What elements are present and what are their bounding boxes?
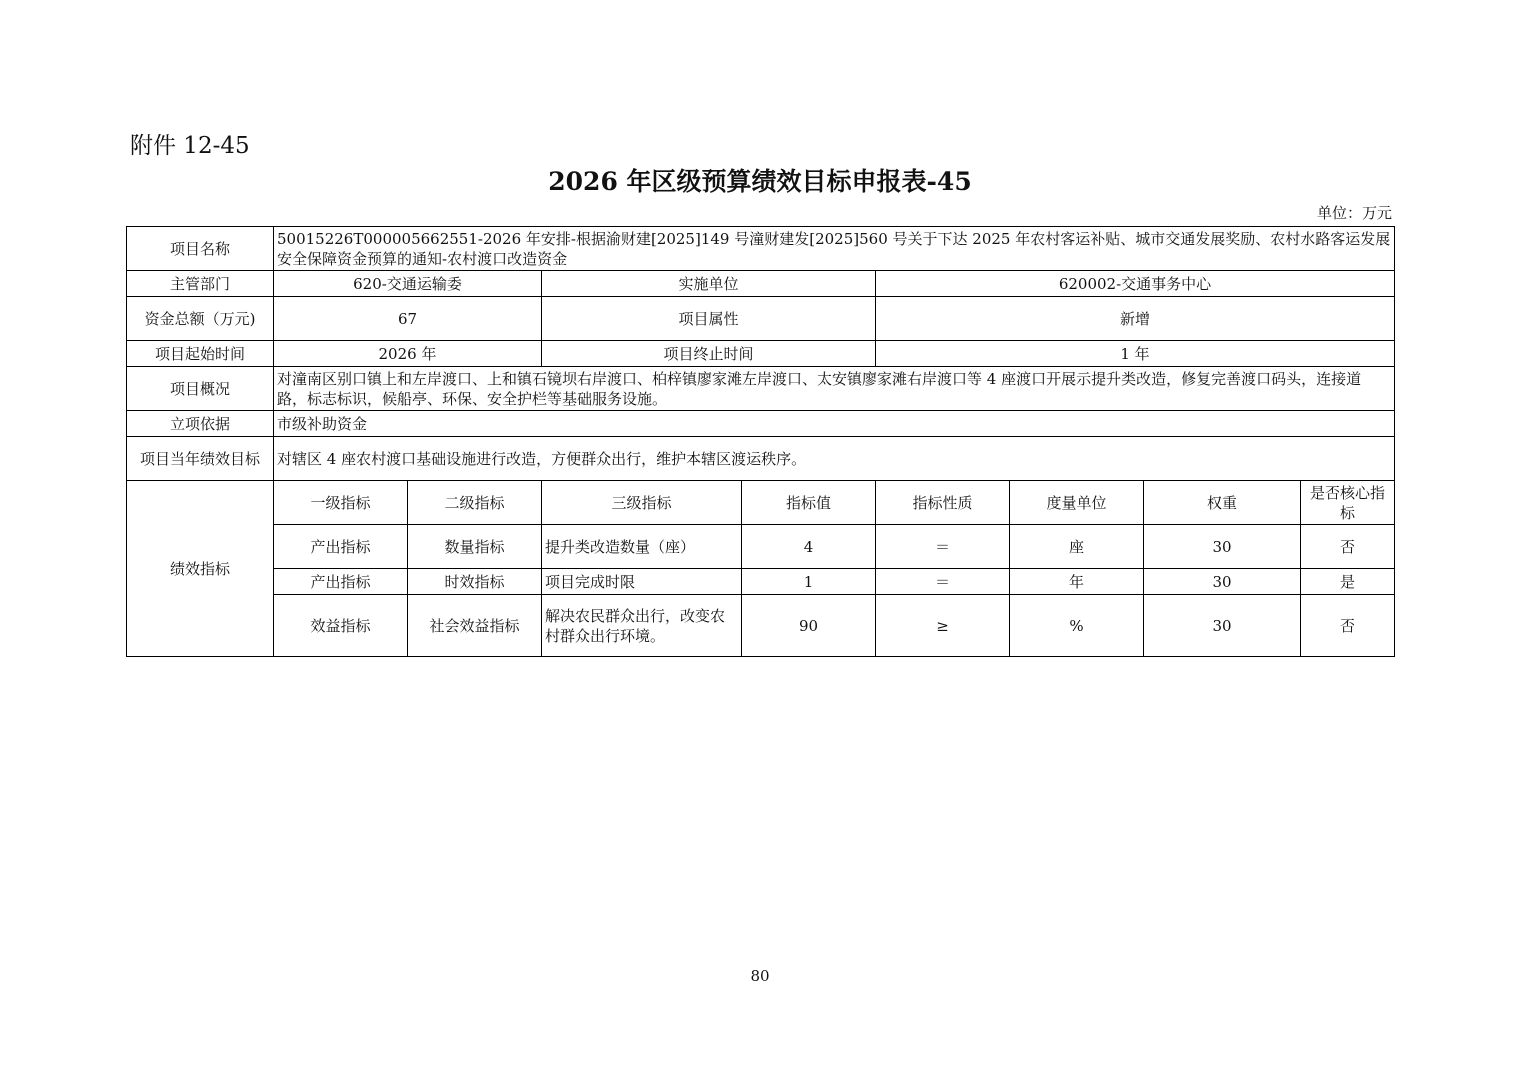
table-row — [127, 271, 1395, 297]
table-row — [127, 341, 1395, 367]
header-unit: 度量单位 — [1010, 481, 1144, 525]
indicator-unit: 座 — [1010, 525, 1144, 569]
indicator-level2: 社会效益指标 — [408, 595, 542, 657]
indicator-nature: ＝ — [876, 525, 1010, 569]
indicator-weight: 30 — [1144, 525, 1301, 569]
indicator-core: 否 — [1301, 525, 1395, 569]
table-row — [127, 297, 1395, 341]
table-row — [127, 437, 1395, 481]
basis-value: 市级补助资金 — [274, 411, 1395, 437]
indicators-section-label: 绩效指标 — [127, 481, 274, 657]
dept-value: 620-交通运输委 — [274, 271, 542, 297]
basis-label: 立项依据 — [127, 411, 274, 437]
impl-value: 620002-交通事务中心 — [876, 271, 1395, 297]
start-value: 2026 年 — [274, 341, 542, 367]
indicator-level3: 项目完成时限 — [542, 569, 742, 595]
unit-label: 单位：万元 — [1316, 204, 1392, 222]
indicator-value: 4 — [742, 525, 876, 569]
attr-value: 新增 — [876, 297, 1395, 341]
header-nature: 指标性质 — [876, 481, 1010, 525]
indicator-unit: 年 — [1010, 569, 1144, 595]
header-level1: 一级指标 — [274, 481, 408, 525]
overview-value: 对潼南区别口镇上和左岸渡口、上和镇石镜坝右岸渡口、柏梓镇廖家滩左岸渡口、太安镇廖家滩右岸渡口等 4 座渡口开展示提升类改造，修复完善渡口码头，连接道路，标志标识，候船亭、环保、安全护栏等基础服务设施。 — [274, 367, 1395, 411]
impl-label: 实施单位 — [542, 271, 876, 297]
indicator-level1: 效益指标 — [274, 595, 408, 657]
indicator-nature: ＝ — [876, 569, 1010, 595]
page-number: 80 — [750, 967, 770, 985]
indicator-core: 否 — [1301, 595, 1395, 657]
indicator-nature: ≥ — [876, 595, 1010, 657]
indicator-weight: 30 — [1144, 595, 1301, 657]
fund-label: 资金总额（万元) — [127, 297, 274, 341]
indicator-row — [127, 525, 1395, 569]
indicator-level1: 产出指标 — [274, 569, 408, 595]
document-title: 2026 年区级预算绩效目标申报表-45 — [548, 167, 972, 196]
project-name-value: 50015226T000005662551-2026 年安排-根据渝财建[2025]149 号潼财建发[2025]560 号关于下达 2025 年农村客运补贴、城市交通发展奖励、农村水路客运发展安全保障资金预算的通知-农村渡口改造资金 — [274, 227, 1395, 271]
table-row — [127, 411, 1395, 437]
indicator-core: 是 — [1301, 569, 1395, 595]
dept-label: 主管部门 — [127, 271, 274, 297]
indicator-level3: 提升类改造数量（座） — [542, 525, 742, 569]
indicator-weight: 30 — [1144, 569, 1301, 595]
fund-value: 67 — [274, 297, 542, 341]
indicator-level1: 产出指标 — [274, 525, 408, 569]
attr-label: 项目属性 — [542, 297, 876, 341]
project-name-label: 项目名称 — [127, 227, 274, 271]
header-level3: 三级指标 — [542, 481, 742, 525]
table-row — [127, 227, 1395, 271]
indicator-unit: % — [1010, 595, 1144, 657]
indicator-row — [127, 569, 1395, 595]
end-value: 1 年 — [876, 341, 1395, 367]
goal-value: 对辖区 4 座农村渡口基础设施进行改造，方便群众出行，维护本辖区渡运秩序。 — [274, 437, 1395, 481]
header-level2: 二级指标 — [408, 481, 542, 525]
header-weight: 权重 — [1144, 481, 1301, 525]
indicator-value: 90 — [742, 595, 876, 657]
overview-label: 项目概况 — [127, 367, 274, 411]
indicator-level2: 数量指标 — [408, 525, 542, 569]
goal-label: 项目当年绩效目标 — [127, 437, 274, 481]
indicator-value: 1 — [742, 569, 876, 595]
performance-target-table — [126, 226, 1395, 657]
attachment-label: 附件 12-45 — [130, 133, 250, 159]
indicator-header-row — [127, 481, 1395, 525]
header-core: 是否核心指标 — [1301, 481, 1395, 525]
indicator-level2: 时效指标 — [408, 569, 542, 595]
header-value: 指标值 — [742, 481, 876, 525]
indicator-row — [127, 595, 1395, 657]
table-row — [127, 367, 1395, 411]
end-label: 项目终止时间 — [542, 341, 876, 367]
start-label: 项目起始时间 — [127, 341, 274, 367]
indicator-level3: 解决农民群众出行，改变农村群众出行环境。 — [542, 595, 742, 657]
